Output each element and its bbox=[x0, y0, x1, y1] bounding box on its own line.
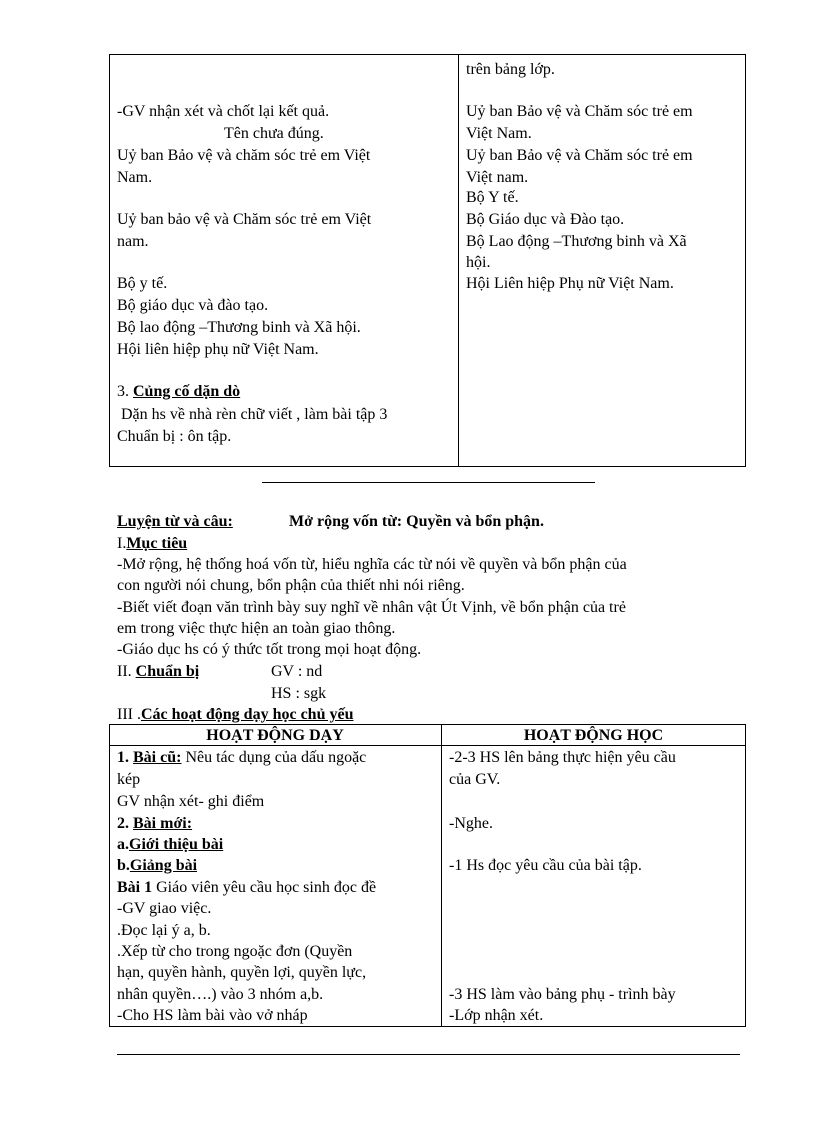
section-title: Củng cố dặn dò bbox=[133, 383, 241, 400]
subject-label: Luyện từ và câu: bbox=[117, 513, 233, 530]
top-left-line: Bộ giáo dục và đào tạo. bbox=[117, 297, 269, 314]
item-title: Giới thiệu bài bbox=[129, 836, 224, 853]
item-text: Nêu tác dụng của dấu ngoặc bbox=[185, 749, 367, 766]
section-title: Các hoạt động dạy học chủ yếu bbox=[140, 706, 354, 723]
prep-teacher: GV : nd bbox=[271, 663, 323, 680]
top-left-line: Uỷ ban Bảo vệ và chăm sóc trẻ em Việt bbox=[117, 147, 371, 164]
teaching-line: nhân quyền….) vào 3 nhóm a,b. bbox=[117, 986, 324, 1003]
item-number: 1. bbox=[117, 749, 129, 766]
item-title: Giảng bài bbox=[129, 857, 198, 874]
top-left-line: -GV nhận xét và chốt lại kết quả. bbox=[117, 103, 330, 120]
table-header-learning: HOẠT ĐỘNG HỌC bbox=[523, 727, 664, 744]
teaching-line bbox=[117, 813, 192, 834]
lesson-title: Mở rộng vốn từ: Quyền và bổn phận. bbox=[289, 513, 544, 530]
objective-text: -Biết viết đoạn văn trình bày suy nghĩ về nhân vật Út Vịnh, về bổn phận của trẻ bbox=[117, 599, 626, 616]
lesson-subject bbox=[117, 511, 233, 532]
top-table-divider bbox=[458, 54, 459, 467]
top-left-line: nam. bbox=[117, 233, 149, 250]
section-heading-hoat-dong bbox=[117, 704, 353, 725]
objective-text: -Mở rộng, hệ thống hoá vốn từ, hiểu nghĩa các từ nói về quyền và bổn phận của bbox=[117, 556, 627, 573]
activities-table-divider bbox=[441, 724, 442, 1027]
top-right-line: hội. bbox=[466, 254, 491, 271]
item-text: Giáo viên yêu cầu học sinh đọc đề bbox=[156, 879, 377, 896]
learning-line: -Nghe. bbox=[449, 815, 493, 832]
section-title: Chuẩn bị bbox=[135, 663, 200, 680]
item-label: Bài 1 bbox=[117, 879, 153, 896]
item-number: 2. bbox=[117, 815, 129, 832]
top-right-line: Bộ Y tế. bbox=[466, 189, 519, 206]
top-left-line: Bộ y tế. bbox=[117, 275, 168, 292]
objective-text: em trong việc thực hiện an toàn giao thông. bbox=[117, 620, 396, 637]
teaching-line: GV nhận xét- ghi điểm bbox=[117, 793, 265, 810]
table-header-teaching: HOẠT ĐỘNG DẠY bbox=[206, 727, 344, 744]
learning-line: -Lớp nhận xét. bbox=[449, 1007, 544, 1024]
top-right-line: Việt Nam. bbox=[466, 125, 532, 142]
objective-text: con người nói chung, bổn phận của thiết nhi nói riêng. bbox=[117, 577, 465, 594]
section-number: 3. bbox=[117, 383, 129, 400]
objective-text: -Giáo dục hs có ý thức tốt trong mọi hoạt động. bbox=[117, 641, 422, 658]
prep-student: HS : sgk bbox=[271, 685, 327, 702]
item-prefix: a. bbox=[117, 836, 129, 853]
section-heading-muc-tieu bbox=[117, 533, 187, 554]
teaching-line bbox=[117, 747, 366, 768]
teaching-line: hạn, quyền hành, quyền lợi, quyền lực, bbox=[117, 964, 367, 981]
section-number: III . bbox=[117, 706, 141, 723]
teaching-line: kép bbox=[117, 771, 141, 788]
top-left-line: Chuẩn bị : ôn tập. bbox=[117, 428, 232, 445]
top-right-line: trên bảng lớp. bbox=[466, 61, 555, 78]
item-title: Bài mới: bbox=[133, 815, 193, 832]
section-divider bbox=[262, 482, 595, 483]
top-left-line: Bộ lao động –Thương binh và Xã hội. bbox=[117, 319, 361, 336]
section-heading-chuan-bi bbox=[117, 661, 199, 682]
top-left-line: Dặn hs về nhà rèn chữ viết , làm bài tập 3 bbox=[121, 406, 388, 423]
teaching-line bbox=[117, 877, 376, 898]
section-title: Mục tiêu bbox=[126, 535, 188, 552]
top-right-line: Bộ Lao động –Thương binh và Xã bbox=[466, 233, 687, 250]
top-left-line: Tên chưa đúng. bbox=[224, 125, 324, 142]
top-left-line: Hội liên hiệp phụ nữ Việt Nam. bbox=[117, 341, 319, 358]
teaching-line bbox=[117, 855, 197, 876]
teaching-line: -GV giao việc. bbox=[117, 900, 212, 917]
item-title: Bài cũ: bbox=[133, 749, 182, 766]
learning-line: -3 HS làm vào bảng phụ - trình bày bbox=[449, 986, 676, 1003]
teaching-line bbox=[117, 834, 223, 855]
section-number: I. bbox=[117, 535, 127, 552]
learning-line: của GV. bbox=[449, 771, 501, 788]
top-right-line: Uỷ ban Bảo vệ và Chăm sóc trẻ em bbox=[466, 103, 693, 120]
top-right-line: Uỷ ban Bảo vệ và Chăm sóc trẻ em bbox=[466, 147, 693, 164]
section-number: II. bbox=[117, 663, 132, 680]
top-right-line: Việt nam. bbox=[466, 169, 529, 186]
top-right-line: Bộ Giáo dục và Đào tạo. bbox=[466, 211, 625, 228]
section-heading-cung-co bbox=[117, 381, 240, 402]
teaching-line: -Cho HS làm bài vào vở nháp bbox=[117, 1007, 308, 1024]
teaching-line: .Đọc lại ý a, b. bbox=[117, 922, 211, 939]
page-bottom-rule bbox=[117, 1054, 740, 1055]
learning-line: -1 Hs đọc yêu cầu của bài tập. bbox=[449, 857, 642, 874]
top-right-line: Hội Liên hiệp Phụ nữ Việt Nam. bbox=[466, 275, 674, 292]
top-left-line: Nam. bbox=[117, 169, 153, 186]
top-left-line: Uỷ ban bảo vệ và Chăm sóc trẻ em Việt bbox=[117, 211, 372, 228]
learning-line: -2-3 HS lên bảng thực hiện yêu cầu bbox=[449, 749, 676, 766]
teaching-line: .Xếp từ cho trong ngoặc đơn (Quyền bbox=[117, 943, 353, 960]
item-prefix: b. bbox=[117, 857, 130, 874]
